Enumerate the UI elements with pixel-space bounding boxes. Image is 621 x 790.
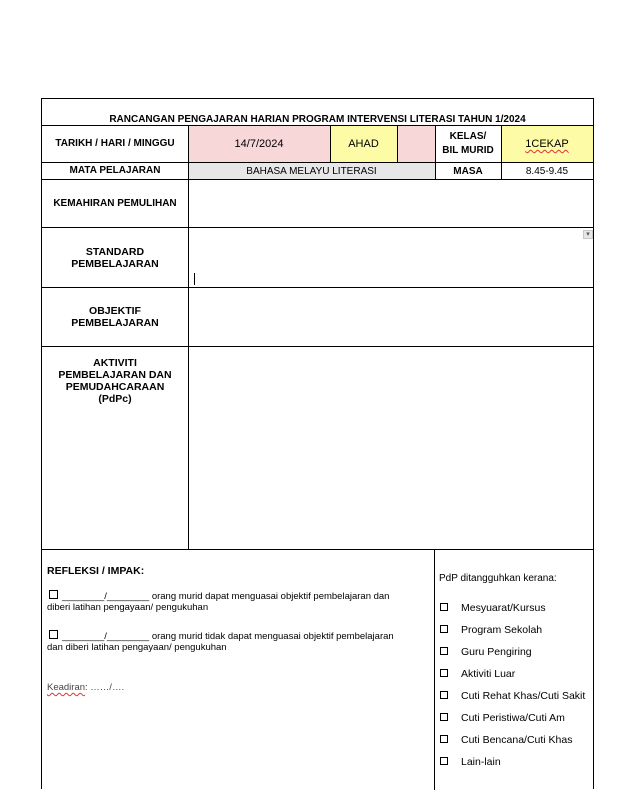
day-cell[interactable]: AHAD (330, 126, 397, 162)
class-cell[interactable]: 1CEKAP (501, 126, 593, 162)
reason-item[interactable]: Cuti Rehat Khas/Cuti Sakit (440, 690, 585, 702)
lesson-plan-table (41, 98, 594, 789)
objective-label: OBJEKTIF PEMBELAJARAN (71, 305, 159, 329)
reason-item[interactable]: Mesyuarat/Kursus (440, 602, 546, 614)
checkbox-icon[interactable] (440, 713, 448, 721)
reflection-item-1: ________/________ orang murid dapat menguasai objektif pembelajaran dan (49, 590, 389, 603)
checkbox-icon[interactable] (440, 647, 448, 655)
reflection-item-2-cont: dan diberi latihan pengayaan/ pengukuhan (47, 642, 227, 653)
blank-pink-cell[interactable] (397, 126, 435, 162)
time-label: MASA (453, 165, 483, 177)
activity-content[interactable] (189, 347, 593, 549)
reflection-item-2: ________/________ orang murid tidak dapat menguasai objektif pembelajaran (49, 630, 394, 643)
dropdown-arrow-icon[interactable]: ▾ (583, 230, 593, 239)
skill-content[interactable] (189, 180, 593, 227)
checkbox-icon[interactable] (440, 625, 448, 633)
reason-item[interactable]: Cuti Peristiwa/Cuti Am (440, 712, 565, 724)
activity-label: AKTIVITI PEMBELAJARAN DAN PEMUDAHCARAAN (PdPc) (58, 357, 172, 405)
postponed-heading: PdP ditangguhkan kerana: (439, 573, 557, 584)
reason-item[interactable]: Program Sekolah (440, 624, 542, 636)
reason-item[interactable]: Guru Pengiring (440, 646, 532, 658)
standard-content[interactable] (189, 228, 593, 287)
checkbox-icon[interactable] (440, 757, 448, 765)
checkbox-icon[interactable] (440, 669, 448, 677)
subject-cell[interactable]: BAHASA MELAYU LITERASI (188, 163, 435, 179)
time-cell[interactable]: 8.45-9.45 (525, 165, 569, 177)
reason-item[interactable]: Lain-lain (440, 756, 501, 768)
standard-label: STANDARD PEMBELAJARAN (71, 245, 159, 270)
reason-item[interactable]: Cuti Bencana/Cuti Khas (440, 734, 572, 746)
skill-label: KEMAHIRAN PEMULIHAN (53, 197, 177, 209)
checkbox-icon[interactable] (49, 630, 58, 639)
reason-item[interactable]: Aktiviti Luar (440, 668, 515, 680)
date-cell[interactable]: 14/7/2024 (188, 126, 330, 162)
reflection-item-1-cont: diberi latihan pengayaan/ pengukuhan (47, 602, 209, 613)
class-label: KELAS/ BIL MURID (442, 131, 494, 156)
text-cursor (194, 273, 195, 285)
form-title: RANCANGAN PENGAJARAN HARIAN PROGRAM INTERVENSI LITERASI TAHUN 1/2024 (109, 113, 526, 125)
checkbox-icon[interactable] (440, 691, 448, 699)
checkbox-icon[interactable] (49, 590, 58, 599)
reflection-heading: REFLEKSI / IMPAK: (47, 565, 145, 577)
checkbox-icon[interactable] (440, 735, 448, 743)
objective-content[interactable] (189, 288, 593, 346)
date-label: TARIKH / HARI / MINGGU (55, 138, 175, 149)
attendance[interactable]: Keadiran: ……/…. (47, 682, 125, 693)
subject-label: MATA PELAJARAN (69, 165, 161, 176)
checkbox-icon[interactable] (440, 603, 448, 611)
